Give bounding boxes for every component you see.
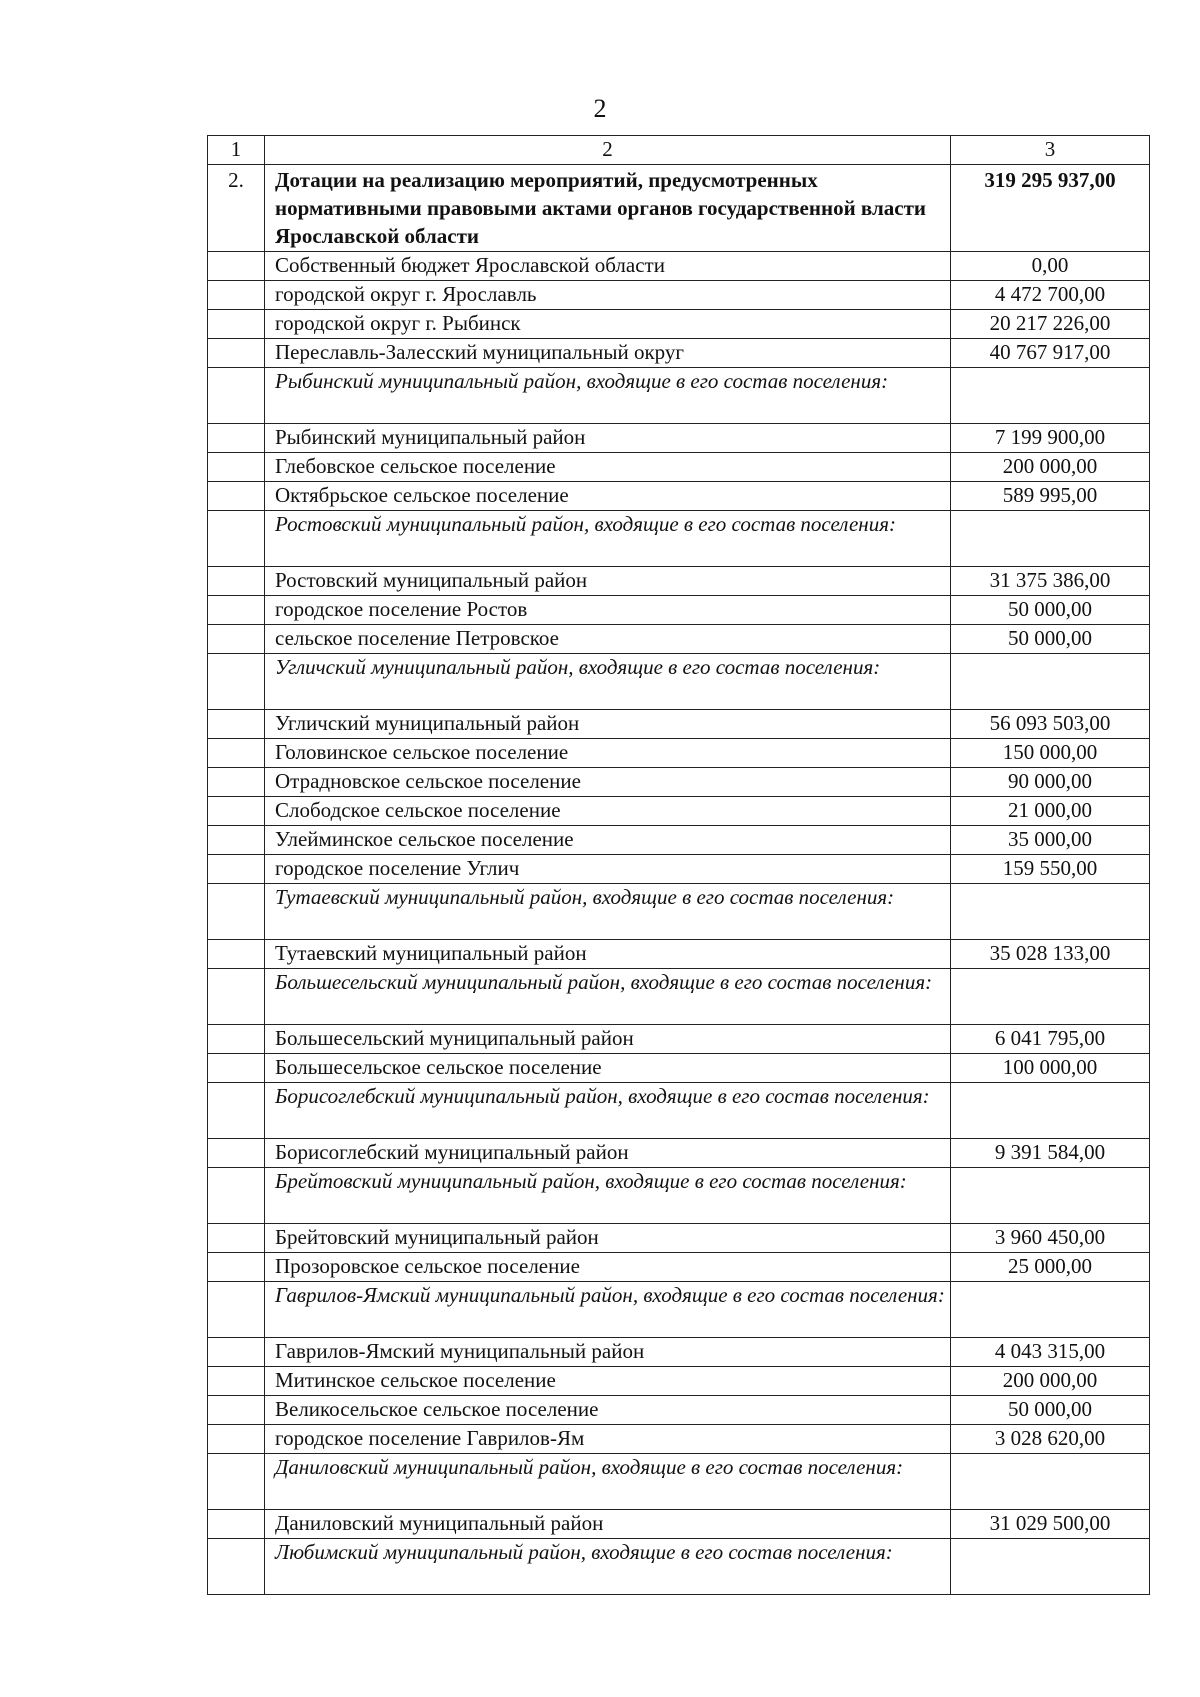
group-title: Большесельский муниципальный район, входящие в его состав поселения:	[265, 969, 951, 1025]
table-row	[208, 1253, 1150, 1282]
amount-cell	[951, 1282, 1150, 1338]
amount-cell	[951, 1454, 1150, 1510]
table-row	[208, 1054, 1150, 1083]
recipient-name: Великосельское сельское поселение	[265, 1396, 951, 1425]
amount-cell	[951, 1168, 1150, 1224]
amount-cell: 25 000,00	[951, 1253, 1150, 1282]
row-index-cell	[208, 826, 265, 855]
recipient-name: Улейминское сельское поселение	[265, 826, 951, 855]
table-row	[208, 625, 1150, 654]
table-row	[208, 453, 1150, 482]
amount-cell	[951, 884, 1150, 940]
district-group-row	[208, 1454, 1150, 1510]
row-index-cell	[208, 511, 265, 567]
row-index-cell	[208, 368, 265, 424]
main-row-title: Дотации на реализацию мероприятий, предусмотренных нормативными правовыми актами органов государственной власти Ярославской области	[265, 165, 951, 252]
row-index-cell	[208, 884, 265, 940]
row-index-cell	[208, 1539, 265, 1595]
group-title: Тутаевский муниципальный район, входящие в его состав поселения:	[265, 884, 951, 940]
amount-cell: 56 093 503,00	[951, 710, 1150, 739]
row-index-cell	[208, 1454, 265, 1510]
recipient-name: Борисоглебский муниципальный район	[265, 1139, 951, 1168]
budget-table	[207, 135, 1150, 1595]
row-index-cell	[208, 1396, 265, 1425]
recipient-name: Даниловский муниципальный район	[265, 1510, 951, 1539]
row-index-cell	[208, 855, 265, 884]
table-row	[208, 1025, 1150, 1054]
recipient-name: Брейтовский муниципальный район	[265, 1224, 951, 1253]
amount-cell: 200 000,00	[951, 1367, 1150, 1396]
amount-cell: 50 000,00	[951, 1396, 1150, 1425]
amount-cell	[951, 368, 1150, 424]
column-header-2: 2	[265, 136, 951, 165]
district-group-row	[208, 969, 1150, 1025]
recipient-name: Рыбинский муниципальный район	[265, 424, 951, 453]
table-row	[208, 826, 1150, 855]
row-index-cell	[208, 654, 265, 710]
amount-cell: 159 550,00	[951, 855, 1150, 884]
column-header-row	[208, 136, 1150, 165]
amount-cell: 0,00	[951, 252, 1150, 281]
table-row	[208, 855, 1150, 884]
recipient-name: городское поселение Ростов	[265, 596, 951, 625]
amount-cell: 4 472 700,00	[951, 281, 1150, 310]
district-group-row	[208, 368, 1150, 424]
row-index-cell	[208, 1253, 265, 1282]
amount-cell: 6 041 795,00	[951, 1025, 1150, 1054]
amount-cell: 9 391 584,00	[951, 1139, 1150, 1168]
row-index-cell	[208, 739, 265, 768]
amount-cell: 589 995,00	[951, 482, 1150, 511]
amount-cell	[951, 969, 1150, 1025]
district-group-row	[208, 1168, 1150, 1224]
table-row	[208, 940, 1150, 969]
table-row	[208, 1396, 1150, 1425]
recipient-name: городской округ г. Ярославль	[265, 281, 951, 310]
table-row	[208, 424, 1150, 453]
group-title: Ростовский муниципальный район, входящие в его состав поселения:	[265, 511, 951, 567]
amount-cell: 50 000,00	[951, 625, 1150, 654]
table-row	[208, 482, 1150, 511]
amount-cell	[951, 1539, 1150, 1595]
district-group-row	[208, 511, 1150, 567]
row-index-cell	[208, 969, 265, 1025]
group-title: Борисоглебский муниципальный район, входящие в его состав поселения:	[265, 1083, 951, 1139]
recipient-name: городское поселение Гаврилов-Ям	[265, 1425, 951, 1454]
row-index-cell	[208, 339, 265, 368]
recipient-name: Прозоровское сельское поселение	[265, 1253, 951, 1282]
row-index-cell	[208, 1510, 265, 1539]
main-row-index: 2.	[208, 165, 265, 252]
amount-cell: 31 375 386,00	[951, 567, 1150, 596]
recipient-name: Переславль-Залесский муниципальный округ	[265, 339, 951, 368]
row-index-cell	[208, 310, 265, 339]
table-row	[208, 339, 1150, 368]
recipient-name: Тутаевский муниципальный район	[265, 940, 951, 969]
table-row	[208, 797, 1150, 826]
recipient-name: Ростовский муниципальный район	[265, 567, 951, 596]
recipient-name: Октябрьское сельское поселение	[265, 482, 951, 511]
group-title: Брейтовский муниципальный район, входящие в его состав поселения:	[265, 1168, 951, 1224]
recipient-name: городское поселение Углич	[265, 855, 951, 884]
amount-cell: 7 199 900,00	[951, 424, 1150, 453]
amount-cell: 21 000,00	[951, 797, 1150, 826]
district-group-row	[208, 1539, 1150, 1595]
district-group-row	[208, 1083, 1150, 1139]
table-row	[208, 1224, 1150, 1253]
row-index-cell	[208, 710, 265, 739]
amount-cell: 3 960 450,00	[951, 1224, 1150, 1253]
recipient-name: Угличский муниципальный район	[265, 710, 951, 739]
table-row	[208, 1425, 1150, 1454]
row-index-cell	[208, 424, 265, 453]
recipient-name: Большесельский муниципальный район	[265, 1025, 951, 1054]
table-row	[208, 281, 1150, 310]
row-index-cell	[208, 482, 265, 511]
row-index-cell	[208, 1425, 265, 1454]
row-index-cell	[208, 1083, 265, 1139]
recipient-name: Собственный бюджет Ярославской области	[265, 252, 951, 281]
main-row	[208, 165, 1150, 252]
table-row	[208, 710, 1150, 739]
row-index-cell	[208, 1367, 265, 1396]
amount-cell: 31 029 500,00	[951, 1510, 1150, 1539]
table-row	[208, 310, 1150, 339]
recipient-name: Отрадновское сельское поселение	[265, 768, 951, 797]
table-row	[208, 1510, 1150, 1539]
district-group-row	[208, 654, 1150, 710]
budget-table-body	[208, 136, 1150, 1595]
row-index-cell	[208, 1054, 265, 1083]
column-header-1: 1	[208, 136, 265, 165]
row-index-cell	[208, 252, 265, 281]
row-index-cell	[208, 567, 265, 596]
row-index-cell	[208, 453, 265, 482]
row-index-cell	[208, 1168, 265, 1224]
table-row	[208, 596, 1150, 625]
amount-cell: 200 000,00	[951, 453, 1150, 482]
row-index-cell	[208, 1025, 265, 1054]
row-index-cell	[208, 797, 265, 826]
group-title: Даниловский муниципальный район, входящие в его состав поселения:	[265, 1454, 951, 1510]
table-row	[208, 1139, 1150, 1168]
table-row	[208, 252, 1150, 281]
recipient-name: Головинское сельское поселение	[265, 739, 951, 768]
amount-cell: 90 000,00	[951, 768, 1150, 797]
recipient-name: Слободское сельское поселение	[265, 797, 951, 826]
group-title: Гаврилов-Ямский муниципальный район, входящие в его состав поселения:	[265, 1282, 951, 1338]
page-number: 2	[593, 94, 607, 123]
row-index-cell	[208, 1139, 265, 1168]
amount-cell: 150 000,00	[951, 739, 1150, 768]
amount-cell: 4 043 315,00	[951, 1338, 1150, 1367]
group-title: Рыбинский муниципальный район, входящие в его состав поселения:	[265, 368, 951, 424]
main-row-amount: 319 295 937,00	[951, 165, 1150, 252]
amount-cell	[951, 511, 1150, 567]
amount-cell: 3 028 620,00	[951, 1425, 1150, 1454]
table-row	[208, 1367, 1150, 1396]
row-index-cell	[208, 1224, 265, 1253]
amount-cell: 35 000,00	[951, 826, 1150, 855]
table-row	[208, 1338, 1150, 1367]
row-index-cell	[208, 768, 265, 797]
row-index-cell	[208, 281, 265, 310]
row-index-cell	[208, 940, 265, 969]
amount-cell: 20 217 226,00	[951, 310, 1150, 339]
column-header-3: 3	[951, 136, 1150, 165]
row-index-cell	[208, 1282, 265, 1338]
recipient-name: городской округ г. Рыбинск	[265, 310, 951, 339]
table-row	[208, 567, 1150, 596]
district-group-row	[208, 884, 1150, 940]
recipient-name: Глебовское сельское поселение	[265, 453, 951, 482]
recipient-name: сельское поселение Петровское	[265, 625, 951, 654]
amount-cell: 40 767 917,00	[951, 339, 1150, 368]
amount-cell	[951, 654, 1150, 710]
table-row	[208, 768, 1150, 797]
recipient-name: Гаврилов-Ямский муниципальный район	[265, 1338, 951, 1367]
amount-cell: 100 000,00	[951, 1054, 1150, 1083]
row-index-cell	[208, 1338, 265, 1367]
row-index-cell	[208, 596, 265, 625]
row-index-cell	[208, 625, 265, 654]
group-title: Угличский муниципальный район, входящие в его состав поселения:	[265, 654, 951, 710]
district-group-row	[208, 1282, 1150, 1338]
amount-cell: 35 028 133,00	[951, 940, 1150, 969]
table-row	[208, 739, 1150, 768]
amount-cell: 50 000,00	[951, 596, 1150, 625]
recipient-name: Большесельское сельское поселение	[265, 1054, 951, 1083]
amount-cell	[951, 1083, 1150, 1139]
recipient-name: Митинское сельское поселение	[265, 1367, 951, 1396]
group-title: Любимский муниципальный район, входящие в его состав поселения:	[265, 1539, 951, 1595]
